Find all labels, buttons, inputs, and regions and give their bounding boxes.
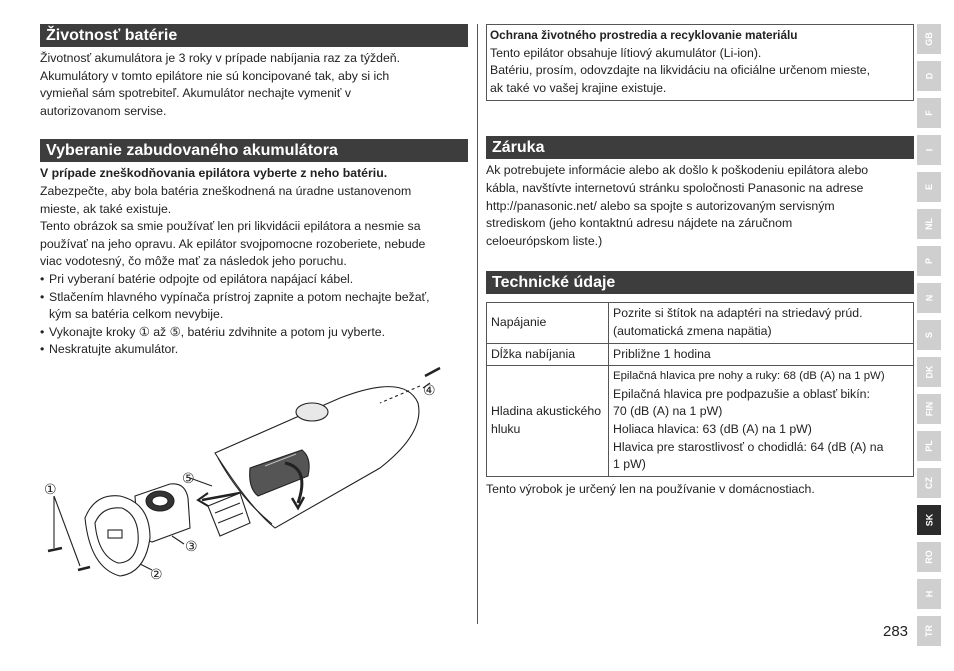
right-column xyxy=(486,24,914,498)
language-tab-label: DK xyxy=(924,365,934,379)
spec-value-line: Pozrite si štítok na adaptéri na striedavý prúd. xyxy=(613,306,863,321)
battery-life-heading: Životnosť batérie xyxy=(40,24,468,47)
language-tab-label: I xyxy=(923,148,934,152)
bullet-line: • Vykonajte kroky ① až ⑤, batériu zdvihnite a potom ju vyberte. xyxy=(49,324,386,339)
spec-value-line: 70 (dB (A) na 1 pW) xyxy=(613,404,723,419)
battery-life-line: vymieňal sám spotrebiteľ. Akumulátor nechajte vymeniť v xyxy=(40,86,351,101)
warranty-line: kábla, navštívte internetovú stránku spoločnosti Panasonic na adrese xyxy=(486,180,864,195)
callout-2: ② xyxy=(150,567,163,583)
battery-life-line: autorizovanom servise. xyxy=(40,103,167,118)
spec-value-line: 1 pW) xyxy=(613,457,646,472)
screw xyxy=(48,548,62,551)
language-tab-label: F xyxy=(924,110,934,116)
removal-bullet xyxy=(40,271,468,289)
column-divider xyxy=(477,24,478,624)
language-tab-tr[interactable] xyxy=(917,616,941,646)
spec-value-line: Približne 1 hodina xyxy=(613,346,711,361)
warranty-heading: Záruka xyxy=(486,136,914,159)
language-tab-label: D xyxy=(924,72,934,80)
removal-heading: Vyberanie zabudovaného akumulátora xyxy=(40,139,468,162)
spec-key: Napájanie xyxy=(487,303,609,343)
language-tab-label: PL xyxy=(923,440,934,452)
screw xyxy=(78,567,90,570)
removal-text xyxy=(40,165,468,359)
language-tab-label: SK xyxy=(923,513,934,527)
battery-removal-figure xyxy=(40,358,470,588)
callout-5: ⑤ xyxy=(182,471,195,487)
warranty-line: strediskom (jeho kontaktnú adresu nájdete na záručnom xyxy=(486,216,793,231)
spec-value-line: Epilačná hlavica pre podpazušie a oblasť bikín: xyxy=(613,386,870,401)
warranty-line: Ak potrebujete informácie alebo ak došlo k poškodeniu epilátora alebo xyxy=(486,163,869,178)
removal-line: mieste, ak také existuje. xyxy=(40,201,172,216)
screw xyxy=(425,368,440,376)
table-row xyxy=(487,343,914,366)
language-tab-gb[interactable] xyxy=(917,24,941,54)
spec-key: Dĺžka nabíjania xyxy=(487,343,609,366)
language-tab-pl[interactable] xyxy=(917,431,941,461)
language-tab-e[interactable] xyxy=(917,172,941,202)
spec-value-line: Holiaca hlavica: 63 (dB (A) na 1 pW) xyxy=(613,421,812,436)
callout-3: ③ xyxy=(185,539,198,555)
language-tab-nl[interactable] xyxy=(917,209,941,239)
language-tab-p[interactable] xyxy=(917,246,941,276)
removal-bullet xyxy=(40,341,468,359)
specs-footer: Tento výrobok je určený len na používanie v domácnostiach. xyxy=(486,481,815,496)
language-tab-h[interactable] xyxy=(917,579,941,609)
language-tab-fin[interactable] xyxy=(917,394,941,424)
battery-life-line: Akumulátory v tomto epilátore nie sú koncipované tak, aby si ich xyxy=(40,68,390,83)
removal-bullet xyxy=(40,324,468,342)
table-row xyxy=(487,303,914,343)
bullet-line: kým sa batéria celkom nevybije. xyxy=(49,307,224,322)
language-tab-label: TR xyxy=(924,625,934,637)
language-tab-n[interactable] xyxy=(917,283,941,313)
language-tab-d[interactable] xyxy=(917,61,941,91)
language-tab-label: E xyxy=(923,183,934,191)
language-tab-dk[interactable] xyxy=(917,357,941,387)
battery-life-line: Životnosť akumulátora je 3 roky v prípade nabíjania raz za týždeň. xyxy=(40,51,401,65)
page-number: 283 xyxy=(883,623,909,640)
removal-line: viac vodotesný, čo môže mať za následok jeho poruchu. xyxy=(40,254,347,269)
spec-value xyxy=(609,343,914,366)
battery-life-text xyxy=(40,50,468,120)
specs-heading: Technické údaje xyxy=(486,271,914,294)
removal-warning: V prípade zneškodňovania epilátora vyberte z neho batériu. xyxy=(40,166,388,181)
language-tab-label: P xyxy=(923,257,934,265)
language-tab-label: CZ xyxy=(924,477,934,489)
language-tab-ro[interactable] xyxy=(917,542,941,572)
table-row xyxy=(487,366,914,477)
spec-value-line: Epilačná hlavica pre nohy a ruky: 68 (dB (A) na 1 pW) xyxy=(613,370,885,383)
spec-value xyxy=(609,303,914,343)
callout-4: ④ xyxy=(423,383,436,399)
language-tab-cz[interactable] xyxy=(917,468,941,498)
spec-value xyxy=(609,366,914,477)
removal-line: Zabezpečte, aby bola batéria zneškodnená na úradne ustanovenom xyxy=(40,183,412,198)
environment-box xyxy=(486,24,914,101)
removal-bullet xyxy=(40,289,468,324)
language-tabs xyxy=(917,24,941,653)
language-tab-i[interactable] xyxy=(917,135,941,165)
warranty-line: celoeurópskom liste.) xyxy=(486,233,603,248)
callout-1: ① xyxy=(44,482,57,498)
warranty-text xyxy=(486,162,914,250)
environment-line: Batériu, prosím, odovzdajte na likvidáciu na oficiálne určenom mieste, xyxy=(490,63,871,78)
environment-line: ak také vo vašej krajine existuje. xyxy=(490,80,667,95)
body-button xyxy=(296,403,328,421)
language-tab-label: S xyxy=(923,331,934,339)
bullet-line: • Pri vyberaní batérie odpojte od epilátora napájací kábel. xyxy=(49,271,354,286)
language-tab-label: H xyxy=(924,590,934,598)
language-tab-s[interactable] xyxy=(917,320,941,350)
language-tab-f[interactable] xyxy=(917,98,941,128)
warranty-line: http://panasonic.net/ alebo sa spojte s autorizovaným servisným xyxy=(486,198,835,213)
language-tab-label: NL xyxy=(924,218,934,230)
bullet-line: • Stlačením hlavného vypínača prístroj zapnite a potom nechajte bežať, xyxy=(49,289,430,304)
spec-value-line: (automatická zmena napätia) xyxy=(613,323,772,338)
language-tab-sk[interactable] xyxy=(917,505,941,535)
specs-table xyxy=(486,302,914,476)
language-tab-label: FIN xyxy=(924,401,934,417)
bullet-line: • Neskratujte akumulátor. xyxy=(49,342,179,357)
language-tab-label: N xyxy=(924,294,934,302)
language-tab-label: GB xyxy=(924,32,934,46)
environment-line: Tento epilátor obsahuje lítiový akumulátor (Li-ion). xyxy=(490,45,762,60)
removal-line: Tento obrázok sa smie používať len pri likvidácii epilátora a nesmie sa xyxy=(40,219,421,234)
bracket xyxy=(208,493,250,536)
spec-key: Hladina akustického hluku xyxy=(487,366,609,477)
language-tab-label: RO xyxy=(924,550,934,564)
spec-value-line: Hlavica pre starostlivosť o chodidlá: 64 (dB (A) na xyxy=(613,439,884,454)
left-column xyxy=(40,24,468,359)
environment-title: Ochrana životného prostredia a recyklovanie materiálu xyxy=(490,28,798,42)
removal-line: používať na jeho opravu. Ak epilátor svojpomocne rozoberiete, nebude xyxy=(40,236,426,251)
